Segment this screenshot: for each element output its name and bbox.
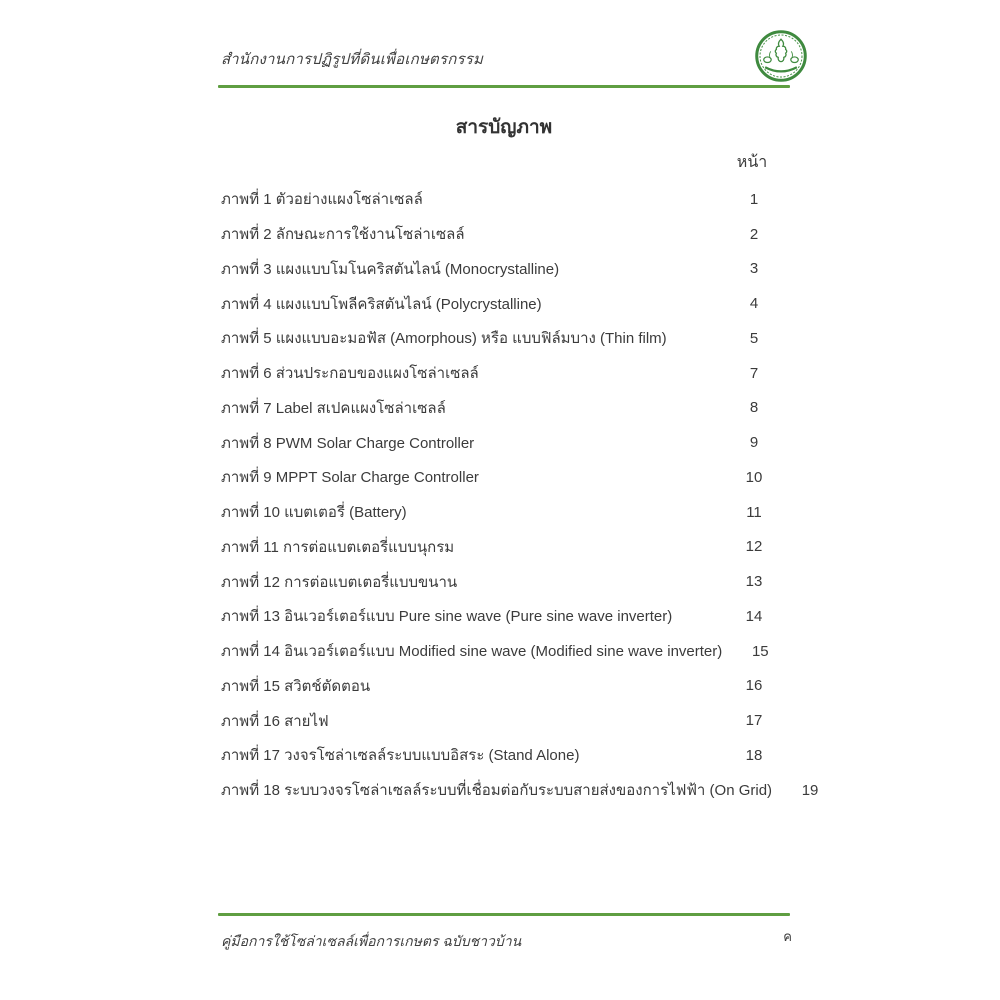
toc-row <box>221 564 792 599</box>
toc-entry-page: 15 <box>751 642 769 660</box>
toc-entry-label: ภาพที่ 5 แผงแบบอะมอฟัส (Amorphous) หรือ แบบฟิล์มบาง (Thin film) <box>221 330 667 348</box>
toc-entry-page: 12 <box>745 538 763 556</box>
footer-page-number: ค <box>783 929 792 944</box>
toc-row <box>221 252 792 287</box>
toc-entry-page: 1 <box>749 190 759 208</box>
toc-row <box>221 738 792 773</box>
toc-entry-label: ภาพที่ 18 ระบบวงจรโซล่าเซลล์ระบบที่เชื่อมต่อกับระบบสายส่งของการไฟฟ้า (On Grid) <box>221 782 773 800</box>
toc-row <box>221 495 792 530</box>
toc-entry-page: 5 <box>749 329 759 347</box>
toc-entry-label: ภาพที่ 15 สวิตช์ตัดตอน <box>221 677 371 695</box>
toc-row <box>221 703 792 738</box>
toc-row <box>221 669 792 704</box>
toc-entry-label: ภาพที่ 10 แบตเตอรี่ (Battery) <box>221 504 407 522</box>
toc-row <box>221 425 792 460</box>
toc-entry-page: 18 <box>745 746 763 764</box>
toc-row <box>221 321 792 356</box>
toc-entry-page: 4 <box>749 295 759 313</box>
toc-entry-label: ภาพที่ 14 อินเวอร์เตอร์แบบ Modified sine wave (Modified sine wave inverter) <box>221 643 723 661</box>
toc-entry-label: ภาพที่ 4 แผงแบบโพลีคริสตันไลน์ (Polycrystalline) <box>221 295 542 313</box>
toc-entry-page: 19 <box>801 781 819 799</box>
toc-row <box>221 460 792 495</box>
toc-row <box>221 773 819 808</box>
toc-entry-label: ภาพที่ 17 วงจรโซล่าเซลล์ระบบแบบอิสระ (Stand Alone) <box>221 747 580 765</box>
toc-entry-page: 2 <box>749 225 759 243</box>
footer-divider <box>218 913 790 916</box>
toc-list <box>221 182 819 808</box>
toc-row <box>221 182 792 217</box>
toc-entry-label: ภาพที่ 12 การต่อแบตเตอรี่แบบขนาน <box>221 573 458 591</box>
toc-entry-label: ภาพที่ 6 ส่วนประกอบของแผงโซล่าเซลล์ <box>221 365 479 383</box>
toc-entry-label: ภาพที่ 2 ลักษณะการใช้งานโซล่าเซลล์ <box>221 226 465 244</box>
toc-entry-page: 10 <box>745 468 763 486</box>
toc-row <box>221 286 792 321</box>
toc-entry-page: 7 <box>749 364 759 382</box>
footer-doc-title: คู่มือการใช้โซล่าเซลล์เพื่อการเกษตร ฉบับชาวบ้าน <box>221 933 522 949</box>
toc-entry-page: 17 <box>745 712 763 730</box>
page-column-label: หน้า <box>736 154 768 171</box>
toc-entry-page: 8 <box>749 399 759 417</box>
toc-entry-label: ภาพที่ 3 แผงแบบโมโนคริสตันไลน์ (Monocrystalline) <box>221 260 560 278</box>
header-org-name: สำนักงานการปฏิรูปที่ดินเพื่อเกษตรกรรม <box>221 51 484 68</box>
toc-row <box>221 599 792 634</box>
toc-entry-page: 3 <box>749 260 759 278</box>
toc-entry-page: 14 <box>745 607 763 625</box>
toc-row <box>221 356 792 391</box>
toc-entry-label: ภาพที่ 7 Label สเปคแผงโซล่าเซลล์ <box>221 399 446 417</box>
toc-entry-page: 9 <box>749 434 759 452</box>
toc-entry-label: ภาพที่ 8 PWM Solar Charge Controller <box>221 434 475 452</box>
toc-row <box>221 634 792 669</box>
toc-entry-page: 13 <box>745 573 763 591</box>
toc-entry-label: ภาพที่ 11 การต่อแบตเตอรี่แบบนุกรม <box>221 538 455 556</box>
toc-row <box>221 391 792 426</box>
org-seal-icon <box>753 28 809 84</box>
toc-entry-label: ภาพที่ 16 สายไฟ <box>221 712 329 730</box>
toc-row <box>221 217 792 252</box>
toc-entry-page: 11 <box>746 503 762 521</box>
toc-entry-label: ภาพที่ 1 ตัวอย่างแผงโซล่าเซลล์ <box>221 191 423 209</box>
toc-entry-label: ภาพที่ 13 อินเวอร์เตอร์แบบ Pure sine wave (Pure sine wave inverter) <box>221 608 673 626</box>
page-title: สารบัญภาพ <box>455 117 553 138</box>
toc-entry-page: 16 <box>745 677 763 695</box>
header-divider <box>218 85 790 88</box>
toc-row <box>221 530 792 565</box>
toc-entry-label: ภาพที่ 9 MPPT Solar Charge Controller <box>221 469 479 487</box>
